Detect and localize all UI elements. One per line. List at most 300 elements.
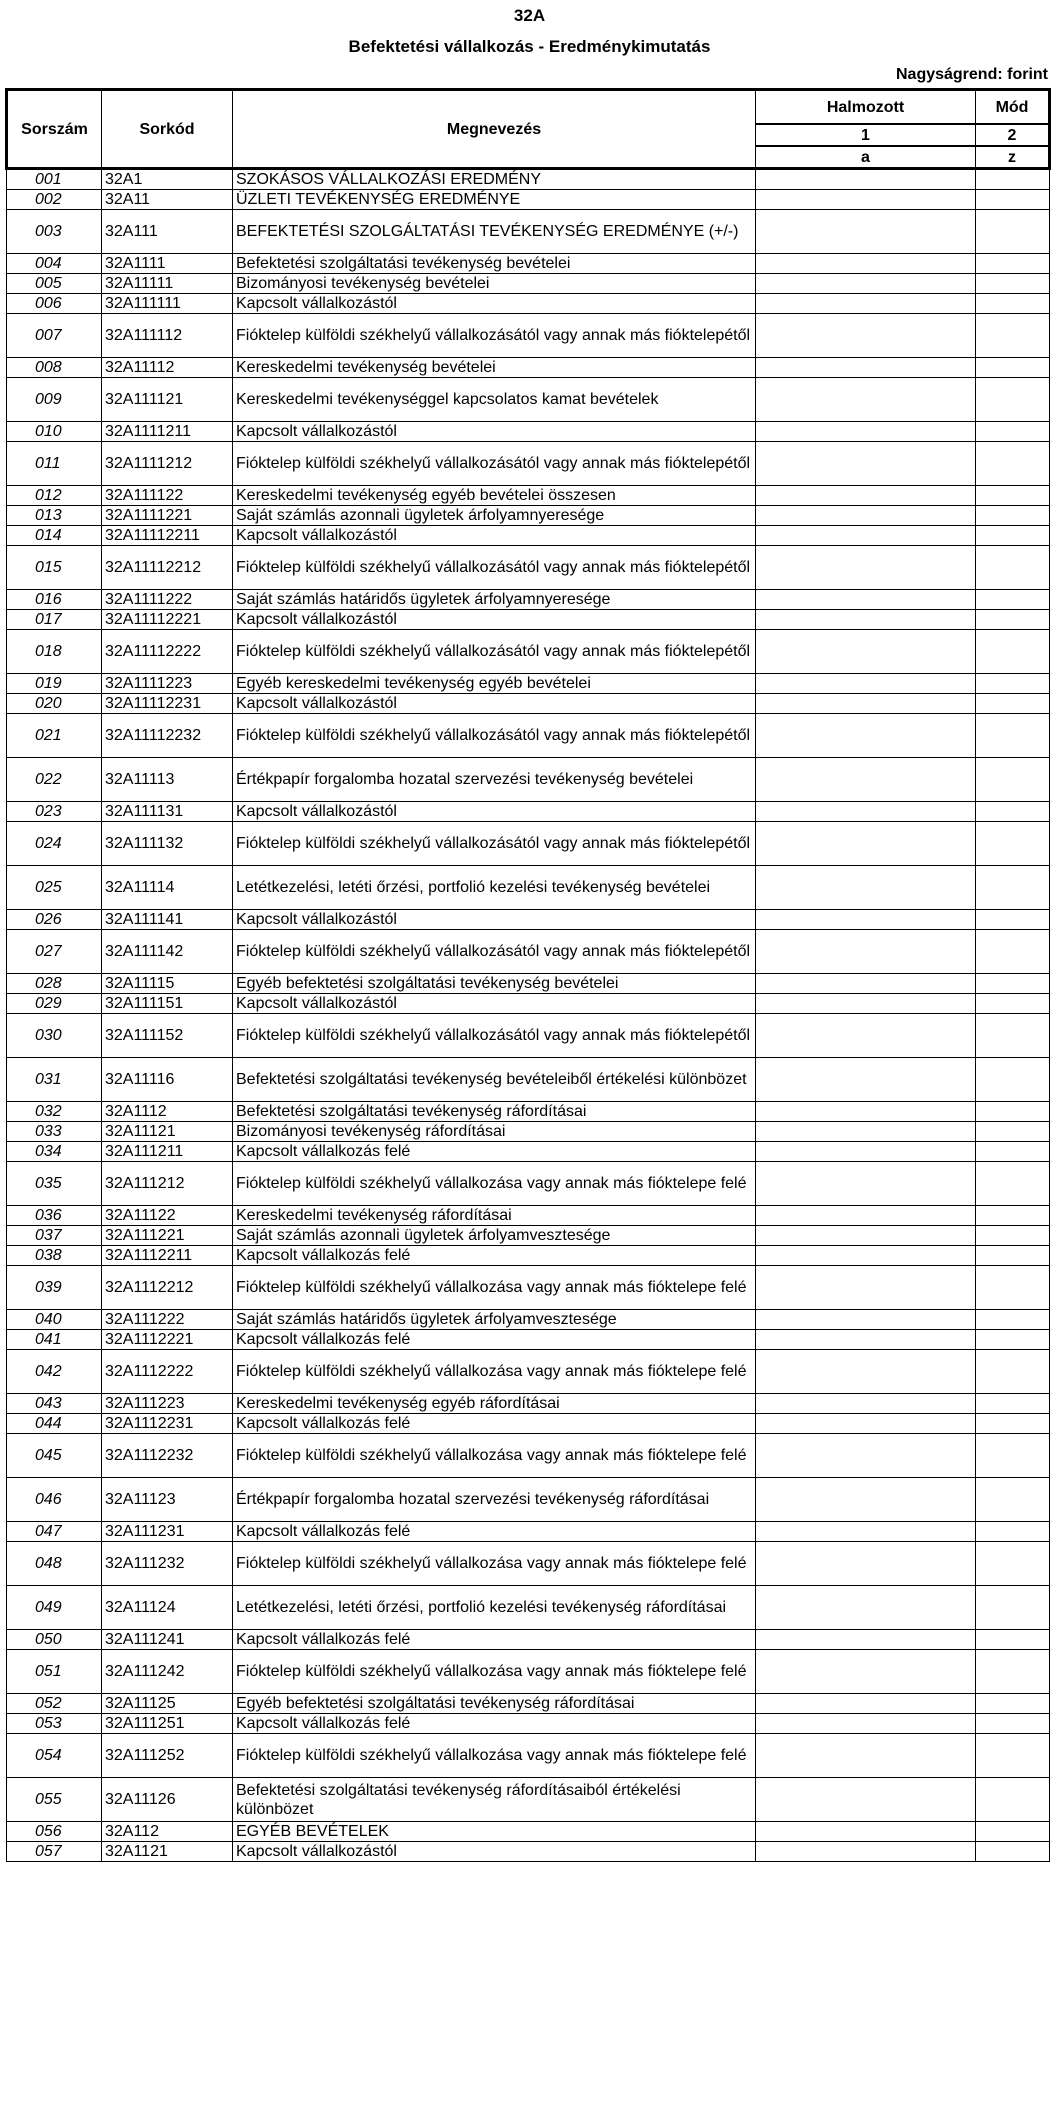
row-megnevezes: Fióktelep külföldi székhelyű vállalkozása vagy annak más fióktelepe felé [233,1266,756,1310]
table-row [7,1734,1050,1778]
row-halmozott-value[interactable] [756,822,976,866]
row-mod-value[interactable] [976,1478,1050,1522]
row-sorszam: 057 [7,1842,102,1862]
row-megnevezes: Kereskedelmi tevékenység egyéb ráfordításai [233,1394,756,1414]
row-mod-value[interactable] [976,910,1050,930]
row-sorkod: 32A11112211 [102,526,233,546]
row-megnevezes: Fióktelep külföldi székhelyű vállalkozásától vagy annak más fióktelepétől [233,442,756,486]
row-sorkod: 32A11114 [102,866,233,910]
row-halmozott-value[interactable] [756,910,976,930]
row-sorszam: 054 [7,1734,102,1778]
table-row [7,610,1050,630]
row-mod-value[interactable] [976,210,1050,254]
row-halmozott-value[interactable] [756,1162,976,1206]
row-megnevezes: Fióktelep külföldi székhelyű vállalkozása vagy annak más fióktelepe felé [233,1734,756,1778]
row-sorszam: 045 [7,1434,102,1478]
table-row [7,422,1050,442]
table-row [7,1246,1050,1266]
row-megnevezes: Egyéb kereskedelmi tevékenység egyéb bevételei [233,674,756,694]
row-sorszam: 047 [7,1522,102,1542]
row-halmozott-value[interactable] [756,1266,976,1310]
row-sorkod: 32A1112212 [102,1266,233,1310]
row-halmozott-value[interactable] [756,1778,976,1822]
row-halmozott-value[interactable] [756,1394,976,1414]
row-mod-value[interactable] [976,1778,1050,1822]
row-halmozott-value[interactable] [756,1522,976,1542]
row-mod-value[interactable] [976,314,1050,358]
row-mod-value[interactable] [976,610,1050,630]
row-mod-value[interactable] [976,1162,1050,1206]
row-sorkod: 32A1112211 [102,1246,233,1266]
row-sorszam: 034 [7,1142,102,1162]
table-row [7,930,1050,974]
row-sorszam: 050 [7,1630,102,1650]
form-code: 32A [513,6,546,25]
row-megnevezes: Kapcsolt vállalkozás felé [233,1246,756,1266]
row-sorszam: 024 [7,822,102,866]
row-halmozott-value[interactable] [756,866,976,910]
row-sorszam: 030 [7,1014,102,1058]
row-halmozott-value[interactable] [756,1206,976,1226]
table-row [7,210,1050,254]
row-mod-value[interactable] [976,694,1050,714]
row-mod-value[interactable] [976,1014,1050,1058]
row-sorkod: 32A1112 [102,1102,233,1122]
row-halmozott-value[interactable] [756,930,976,974]
row-sorkod: 32A11116 [102,1058,233,1102]
table-row [7,358,1050,378]
row-megnevezes: Kapcsolt vállalkozás felé [233,1714,756,1734]
row-megnevezes: Fióktelep külföldi székhelyű vállalkozásától vagy annak más fióktelepétől [233,930,756,974]
row-mod-value[interactable] [976,1102,1050,1122]
table-row [7,694,1050,714]
row-sorkod: 32A111141 [102,910,233,930]
row-mod-value[interactable] [976,1734,1050,1778]
row-halmozott-value[interactable] [756,1822,976,1842]
table-row [7,758,1050,802]
row-mod-value[interactable] [976,378,1050,422]
row-halmozott-value[interactable] [756,1142,976,1162]
row-mod-value[interactable] [976,422,1050,442]
row-mod-value[interactable] [976,1630,1050,1650]
row-halmozott-value[interactable] [756,1102,976,1122]
table-row [7,1102,1050,1122]
row-mod-value[interactable] [976,486,1050,506]
row-halmozott-value[interactable] [756,1434,976,1478]
row-megnevezes: Kapcsolt vállalkozástól [233,422,756,442]
col-number-mod: 2 [976,124,1050,146]
row-sorkod: 32A111 [102,210,233,254]
row-megnevezes: Fióktelep külföldi székhelyű vállalkozása vagy annak más fióktelepe felé [233,1542,756,1586]
row-sorkod: 32A11125 [102,1694,233,1714]
row-sorkod: 32A1111223 [102,674,233,694]
row-halmozott-value[interactable] [756,486,976,506]
row-megnevezes: Kereskedelmi tevékenységgel kapcsolatos kamat bevételek [233,378,756,422]
table-row [7,994,1050,1014]
row-sorkod: 32A111221 [102,1226,233,1246]
row-halmozott-value[interactable] [756,442,976,486]
table-row [7,1350,1050,1394]
table-row [7,378,1050,422]
row-sorkod: 32A111121 [102,378,233,422]
table-row [7,1434,1050,1478]
row-megnevezes: Saját számlás azonnali ügyletek árfolyamvesztesége [233,1226,756,1246]
table-row [7,442,1050,486]
row-sorkod: 32A1112231 [102,1414,233,1434]
row-mod-value[interactable] [976,1394,1050,1414]
row-halmozott-value[interactable] [756,1694,976,1714]
row-halmozott-value[interactable] [756,610,976,630]
row-mod-value[interactable] [976,1246,1050,1266]
row-halmozott-value[interactable] [756,1246,976,1266]
row-megnevezes: Értékpapír forgalomba hozatal szervezési tevékenység bevételei [233,758,756,802]
row-megnevezes: Kapcsolt vállalkozástól [233,294,756,314]
row-halmozott-value[interactable] [756,1842,976,1862]
row-sorkod: 32A112 [102,1822,233,1842]
row-sorkod: 32A11123 [102,1478,233,1522]
row-sorkod: 32A1111212 [102,442,233,486]
row-sorszam: 049 [7,1586,102,1630]
row-sorszam: 035 [7,1162,102,1206]
row-sorszam: 011 [7,442,102,486]
row-sorkod: 32A1112222 [102,1350,233,1394]
row-mod-value[interactable] [976,1522,1050,1542]
table-row [7,974,1050,994]
row-megnevezes: Befektetési szolgáltatási tevékenység ráfordításaiból értékelési különbözet [233,1778,756,1822]
row-sorszam: 026 [7,910,102,930]
row-megnevezes: Fióktelep külföldi székhelyű vállalkozása vagy annak más fióktelepe felé [233,1350,756,1394]
row-halmozott-value[interactable] [756,1630,976,1650]
row-sorszam: 004 [7,254,102,274]
row-sorszam: 015 [7,546,102,590]
col-header-halmozott: Halmozott [756,90,976,125]
row-sorszam: 036 [7,1206,102,1226]
table-row [7,506,1050,526]
row-megnevezes: Kapcsolt vállalkozás felé [233,1142,756,1162]
row-mod-value[interactable] [976,1142,1050,1162]
row-halmozott-value[interactable] [756,1226,976,1246]
row-mod-value[interactable] [976,866,1050,910]
row-sorkod: 32A1111221 [102,506,233,526]
row-halmozott-value[interactable] [756,422,976,442]
row-sorkod: 32A111232 [102,1542,233,1586]
row-sorszam: 001 [7,169,102,190]
row-megnevezes: Kapcsolt vállalkozástól [233,802,756,822]
row-halmozott-value[interactable] [756,1586,976,1630]
row-halmozott-value[interactable] [756,1714,976,1734]
row-halmozott-value[interactable] [756,590,976,610]
table-row [7,274,1050,294]
row-sorszam: 025 [7,866,102,910]
row-halmozott-value[interactable] [756,1650,976,1694]
table-row [7,866,1050,910]
row-halmozott-value[interactable] [756,1058,976,1102]
row-halmozott-value[interactable] [756,1310,976,1330]
row-sorkod: 32A111111 [102,294,233,314]
row-sorszam: 052 [7,1694,102,1714]
row-sorszam: 031 [7,1058,102,1102]
row-megnevezes: Saját számlás határidős ügyletek árfolyamvesztesége [233,1310,756,1330]
table-row [7,1122,1050,1142]
table-row [7,1226,1050,1246]
row-halmozott-value[interactable] [756,294,976,314]
row-halmozott-value[interactable] [756,674,976,694]
row-halmozott-value[interactable] [756,1350,976,1394]
row-sorkod: 32A111252 [102,1734,233,1778]
row-sorszam: 044 [7,1414,102,1434]
row-mod-value[interactable] [976,546,1050,590]
row-mod-value[interactable] [976,674,1050,694]
row-megnevezes: Kapcsolt vállalkozástól [233,1842,756,1862]
row-mod-value[interactable] [976,930,1050,974]
row-mod-value[interactable] [976,1350,1050,1394]
row-megnevezes: Bizományosi tevékenység ráfordításai [233,1122,756,1142]
row-halmozott-value[interactable] [756,1478,976,1522]
row-mod-value[interactable] [976,822,1050,866]
row-mod-value[interactable] [976,442,1050,486]
row-mod-value[interactable] [976,1310,1050,1330]
col-number-halmozott: 1 [756,124,976,146]
row-mod-value[interactable] [976,758,1050,802]
row-mod-value[interactable] [976,1058,1050,1102]
row-halmozott-value[interactable] [756,546,976,590]
row-megnevezes: Befektetési szolgáltatási tevékenység bevételeiből értékelési különbözet [233,1058,756,1102]
row-halmozott-value[interactable] [756,1014,976,1058]
row-mod-value[interactable] [976,274,1050,294]
row-sorkod: 32A11112222 [102,630,233,674]
table-row [7,1058,1050,1102]
row-halmozott-value[interactable] [756,274,976,294]
table-row [7,590,1050,610]
row-sorkod: 32A1111211 [102,422,233,442]
row-sorszam: 037 [7,1226,102,1246]
row-mod-value[interactable] [976,1414,1050,1434]
row-mod-value[interactable] [976,169,1050,190]
row-sorkod: 32A111131 [102,802,233,822]
row-halmozott-value[interactable] [756,506,976,526]
table-row [7,1266,1050,1310]
row-sorszam: 008 [7,358,102,378]
row-sorszam: 019 [7,674,102,694]
row-megnevezes: Kapcsolt vállalkozástól [233,910,756,930]
row-sorkod: 32A11112 [102,358,233,378]
table-row [7,1586,1050,1630]
row-halmozott-value[interactable] [756,694,976,714]
table-row [7,1822,1050,1842]
col-letter-mod: z [976,146,1050,169]
row-sorszam: 002 [7,190,102,210]
row-megnevezes: Fióktelep külföldi székhelyű vállalkozásától vagy annak más fióktelepétől [233,822,756,866]
row-halmozott-value[interactable] [756,314,976,358]
row-megnevezes: Kapcsolt vállalkozás felé [233,1414,756,1434]
row-sorszam: 028 [7,974,102,994]
row-megnevezes: Fióktelep külföldi székhelyű vállalkozásától vagy annak más fióktelepétől [233,1014,756,1058]
table-body [7,169,1050,1862]
row-megnevezes: Saját számlás határidős ügyletek árfolyamnyeresége [233,590,756,610]
row-megnevezes: Kereskedelmi tevékenység ráfordításai [233,1206,756,1226]
row-sorkod: 32A11 [102,190,233,210]
row-sorkod: 32A1121 [102,1842,233,1862]
row-megnevezes: Kapcsolt vállalkozástól [233,526,756,546]
row-halmozott-value[interactable] [756,254,976,274]
row-halmozott-value[interactable] [756,1542,976,1586]
row-megnevezes: Fióktelep külföldi székhelyű vállalkozása vagy annak más fióktelepe felé [233,1162,756,1206]
row-megnevezes: Fióktelep külföldi székhelyű vállalkozásától vagy annak más fióktelepétől [233,314,756,358]
row-sorkod: 32A111142 [102,930,233,974]
row-mod-value[interactable] [976,1122,1050,1142]
row-megnevezes: Fióktelep külföldi székhelyű vállalkozása vagy annak más fióktelepe felé [233,1650,756,1694]
row-sorszam: 051 [7,1650,102,1694]
row-sorkod: 32A111241 [102,1630,233,1650]
table-row [7,802,1050,822]
row-megnevezes: Kapcsolt vállalkozás felé [233,1330,756,1350]
row-sorkod: 32A1 [102,169,233,190]
row-megnevezes: Befektetési szolgáltatási tevékenység bevételei [233,254,756,274]
row-megnevezes: Kapcsolt vállalkozástól [233,610,756,630]
row-mod-value[interactable] [976,994,1050,1014]
table-row [7,169,1050,190]
row-sorszam: 042 [7,1350,102,1394]
col-letter-halmozott: a [756,146,976,169]
row-megnevezes: Bizományosi tevékenység bevételei [233,274,756,294]
row-megnevezes: Kapcsolt vállalkozás felé [233,1630,756,1650]
row-megnevezes: Egyéb befektetési szolgáltatási tevékenység bevételei [233,974,756,994]
row-mod-value[interactable] [976,506,1050,526]
row-mod-value[interactable] [976,1650,1050,1694]
col-header-sorszam: Sorszám [7,90,102,169]
row-sorszam: 012 [7,486,102,506]
table-row [7,714,1050,758]
row-sorkod: 32A111223 [102,1394,233,1414]
table-row [7,1162,1050,1206]
row-sorkod: 32A1112221 [102,1330,233,1350]
row-mod-value[interactable] [976,526,1050,546]
row-mod-value[interactable] [976,254,1050,274]
row-sorszam: 007 [7,314,102,358]
row-sorkod: 32A11115 [102,974,233,994]
row-halmozott-value[interactable] [756,1330,976,1350]
row-mod-value[interactable] [976,1266,1050,1310]
table-row [7,294,1050,314]
table-row [7,526,1050,546]
row-sorkod: 32A11112232 [102,714,233,758]
row-sorkod: 32A11126 [102,1778,233,1822]
row-sorszam: 022 [7,758,102,802]
row-mod-value[interactable] [976,1842,1050,1862]
row-halmozott-value[interactable] [756,1122,976,1142]
row-megnevezes: BEFEKTETÉSI SZOLGÁLTATÁSI TEVÉKENYSÉG EREDMÉNYE (+/-) [233,210,756,254]
row-mod-value[interactable] [976,358,1050,378]
row-halmozott-value[interactable] [756,994,976,1014]
row-halmozott-value[interactable] [756,526,976,546]
row-mod-value[interactable] [976,294,1050,314]
table-row [7,1478,1050,1522]
row-sorkod: 32A11113 [102,758,233,802]
table-row [7,314,1050,358]
row-sorkod: 32A111211 [102,1142,233,1162]
row-megnevezes: Saját számlás azonnali ügyletek árfolyamnyeresége [233,506,756,526]
table-row [7,1650,1050,1694]
row-halmozott-value[interactable] [756,630,976,674]
report-table [5,88,1051,1862]
row-halmozott-value[interactable] [756,210,976,254]
row-megnevezes: Kapcsolt vállalkozás felé [233,1522,756,1542]
row-mod-value[interactable] [976,1226,1050,1246]
row-mod-value[interactable] [976,1542,1050,1586]
row-sorszam: 016 [7,590,102,610]
form-title: Befektetési vállalkozás - Eredménykimutatás [348,37,711,56]
row-halmozott-value[interactable] [756,1414,976,1434]
row-mod-value[interactable] [976,630,1050,674]
row-megnevezes: EGYÉB BEVÉTELEK [233,1822,756,1842]
row-mod-value[interactable] [976,1586,1050,1630]
table-row [7,1310,1050,1330]
table-row [7,1142,1050,1162]
row-mod-value[interactable] [976,714,1050,758]
row-sorszam: 005 [7,274,102,294]
table-header [7,90,1050,169]
row-sorszam: 046 [7,1478,102,1522]
row-halmozott-value[interactable] [756,358,976,378]
row-sorszam: 055 [7,1778,102,1822]
row-megnevezes: Kapcsolt vállalkozástól [233,994,756,1014]
row-mod-value[interactable] [976,190,1050,210]
row-sorkod: 32A11122 [102,1206,233,1226]
row-mod-value[interactable] [976,1206,1050,1226]
row-sorkod: 32A11124 [102,1586,233,1630]
row-megnevezes: Letétkezelési, letéti őrzési, portfolió kezelési tevékenység bevételei [233,866,756,910]
row-sorkod: 32A11112221 [102,610,233,630]
row-sorszam: 017 [7,610,102,630]
row-mod-value[interactable] [976,590,1050,610]
row-halmozott-value[interactable] [756,169,976,190]
table-row [7,630,1050,674]
row-halmozott-value[interactable] [756,1734,976,1778]
row-sorszam: 032 [7,1102,102,1122]
table-row [7,1630,1050,1650]
table-row [7,1414,1050,1434]
row-mod-value[interactable] [976,1694,1050,1714]
row-halmozott-value[interactable] [756,758,976,802]
row-sorkod: 32A111231 [102,1522,233,1542]
row-halmozott-value[interactable] [756,974,976,994]
table-row [7,546,1050,590]
row-megnevezes: Fióktelep külföldi székhelyű vállalkozásától vagy annak más fióktelepétől [233,630,756,674]
row-mod-value[interactable] [976,1434,1050,1478]
row-sorkod: 32A11112212 [102,546,233,590]
row-sorkod: 32A111251 [102,1714,233,1734]
row-sorkod: 32A111112 [102,314,233,358]
row-mod-value[interactable] [976,1714,1050,1734]
row-halmozott-value[interactable] [756,714,976,758]
table-row [7,910,1050,930]
row-halmozott-value[interactable] [756,802,976,822]
table-row [7,1842,1050,1862]
row-sorszam: 021 [7,714,102,758]
row-mod-value[interactable] [976,1330,1050,1350]
row-mod-value[interactable] [976,802,1050,822]
table-row [7,254,1050,274]
row-halmozott-value[interactable] [756,190,976,210]
table-row [7,1714,1050,1734]
col-header-megnevezes: Megnevezés [233,90,756,169]
row-halmozott-value[interactable] [756,378,976,422]
row-sorszam: 023 [7,802,102,822]
row-mod-value[interactable] [976,1822,1050,1842]
row-mod-value[interactable] [976,974,1050,994]
row-sorszam: 010 [7,422,102,442]
row-megnevezes: Kereskedelmi tevékenység egyéb bevételei összesen [233,486,756,506]
